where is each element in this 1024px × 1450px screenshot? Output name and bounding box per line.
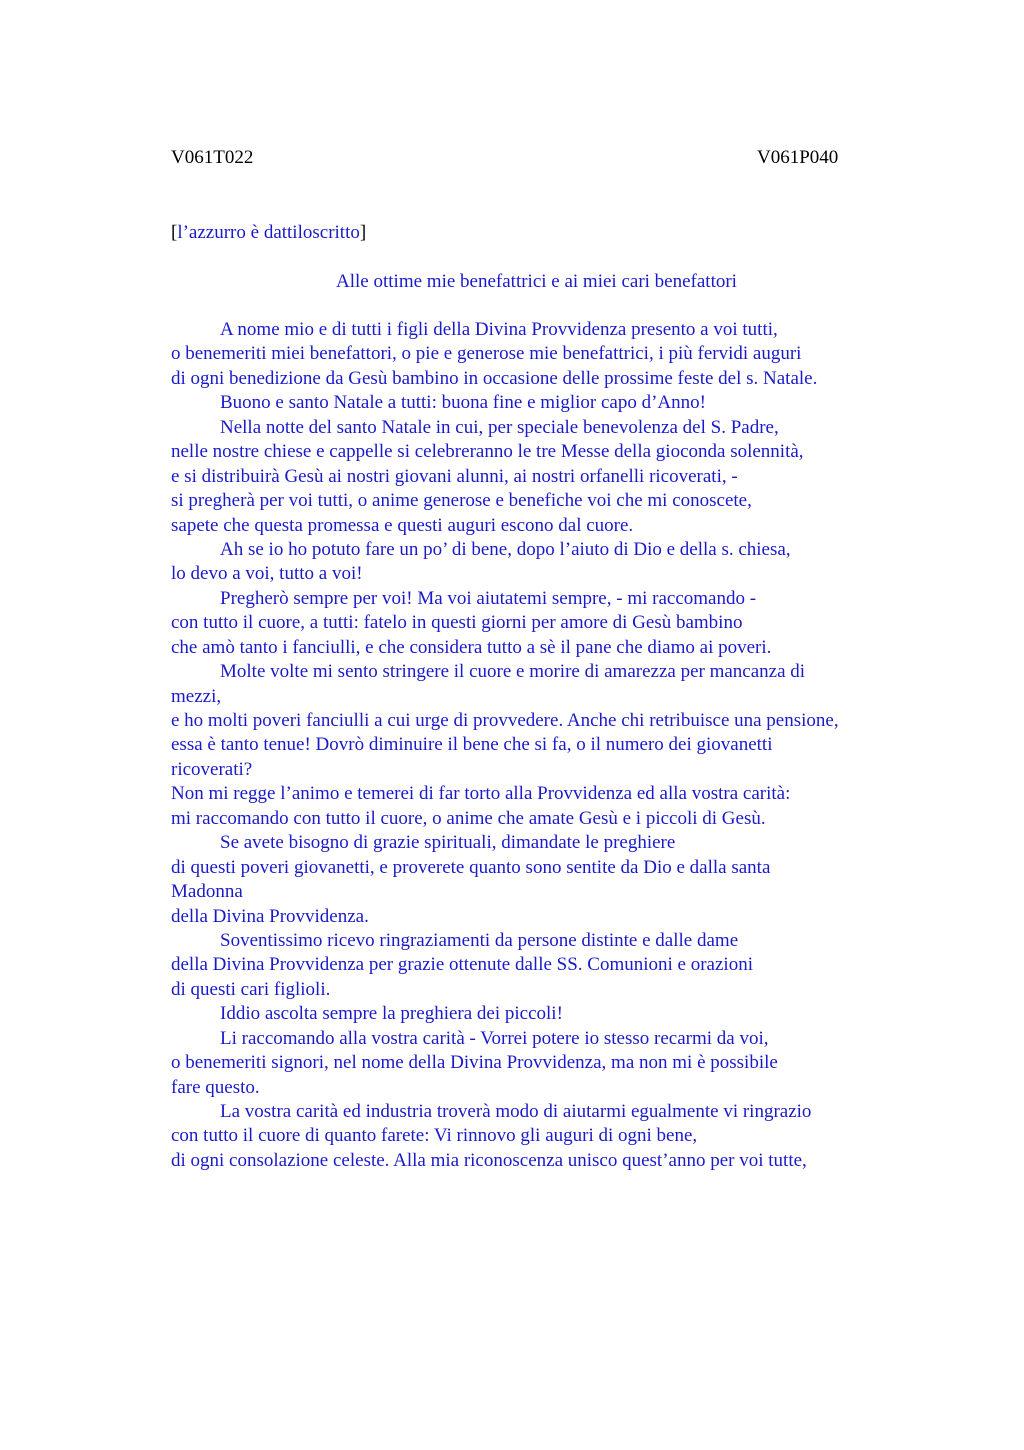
body-line: Nella notte del santo Natale in cui, per speciale benevolenza del S. Padre,: [220, 416, 779, 438]
document-code-right: V061P040: [757, 147, 839, 168]
body-line: Li raccomando alla vostra carità - Vorrei potere io stesso recarmi da voi,: [220, 1027, 769, 1049]
body-line: di ogni consolazione celeste. Alla mia riconoscenza unisco quest’anno per voi tutte,: [171, 1149, 807, 1171]
body-line: mezzi,: [171, 685, 222, 707]
body-line: o benemeriti signori, nel nome della Divina Provvidenza, ma non mi è possibile: [171, 1052, 778, 1074]
body-line: Iddio ascolta sempre la preghiera dei piccoli!: [220, 1003, 563, 1025]
body-line: di ogni benedizione da Gesù bambino in occasione delle prossime feste del s. Natale.: [171, 367, 818, 389]
body-line: e ho molti poveri fanciulli a cui urge di provvedere. Anche chi retribuisce una pensione,: [171, 710, 839, 731]
body-line: nelle nostre chiese e cappelle si celebreranno le tre Messe della gioconda solennità,: [171, 441, 804, 463]
note-close-bracket: ]: [359, 222, 367, 243]
body-line: di questi cari figlioli.: [171, 978, 331, 1000]
body-line: Ah se io ho potuto fare un po’ di bene, dopo l’aiuto di Dio e della s. chiesa,: [220, 538, 791, 560]
body-line: fare questo.: [171, 1076, 260, 1098]
editorial-note: [171, 221, 366, 245]
body-line: Buono e santo Natale a tutti: buona fine e miglior capo d’Anno!: [220, 392, 706, 414]
body-line: lo devo a voi, tutto a voi!: [171, 563, 363, 585]
body-line: A nome mio e di tutti i figli della Divina Provvidenza presento a voi tutti,: [220, 319, 778, 340]
body-line: si pregherà per voi tutti, o anime generose e benefiche voi che mi conoscete,: [171, 490, 752, 512]
body-line: con tutto il cuore di quanto farete: Vi rinnovo gli auguri di ogni bene,: [171, 1125, 698, 1147]
note-open-bracket: [: [171, 222, 178, 243]
note-text: l’azzurro è dattiloscritto: [177, 222, 360, 243]
body-line: Pregherò sempre per voi! Ma voi aiutatemi sempre, - mi raccomando -: [220, 587, 757, 609]
body-line: sapete che questa promessa e questi auguri escono dal cuore.: [171, 514, 634, 536]
letter-salutation: Alle ottime mie benefattrici e ai miei cari benefattori: [336, 271, 737, 292]
body-line: Soventissimo ricevo ringraziamenti da persone distinte e dalle dame: [220, 929, 739, 951]
body-line: mi raccomando con tutto il cuore, o anime che amate Gesù e i piccoli di Gesù.: [171, 807, 766, 829]
body-line: Non mi regge l’animo e temerei di far torto alla Provvidenza ed alla vostra carità:: [171, 783, 791, 805]
body-line: della Divina Provvidenza.: [171, 905, 369, 927]
body-line: che amò tanto i fanciulli, e che considera tutto a sè il pane che diamo ai poveri.: [171, 636, 772, 658]
body-line: Molte volte mi sento stringere il cuore e morire di amarezza per mancanza di: [220, 661, 806, 683]
body-line: con tutto il cuore, a tutti: fatelo in questi giorni per amore di Gesù bambino: [171, 612, 743, 634]
body-line: di questi poveri giovanetti, e proverete quanto sono sentite da Dio e dalla santa: [171, 856, 771, 878]
body-line: o benemeriti miei benefattori, o pie e generose mie benefattrici, i più fervidi auguri: [171, 343, 802, 365]
letter-body: [171, 318, 911, 1173]
body-line: La vostra carità ed industria troverà modo di aiutarmi egualmente vi ringrazio: [220, 1101, 812, 1122]
body-line: essa è tanto tenue! Dovrò diminuire il bene che si fa, o il numero dei giovanetti: [171, 734, 773, 756]
body-line: della Divina Provvidenza per grazie ottenute dalle SS. Comunioni e orazioni: [171, 954, 753, 976]
body-line: Se avete bisogno di grazie spirituali, dimandate le preghiere: [220, 832, 676, 854]
body-line: ricoverati?: [171, 758, 253, 780]
body-line: e si distribuirà Gesù ai nostri giovani alunni, ai nostri orfanelli ricoverati, -: [171, 465, 738, 487]
body-line: Madonna: [171, 881, 243, 903]
document-code-left: V061T022: [171, 147, 254, 168]
